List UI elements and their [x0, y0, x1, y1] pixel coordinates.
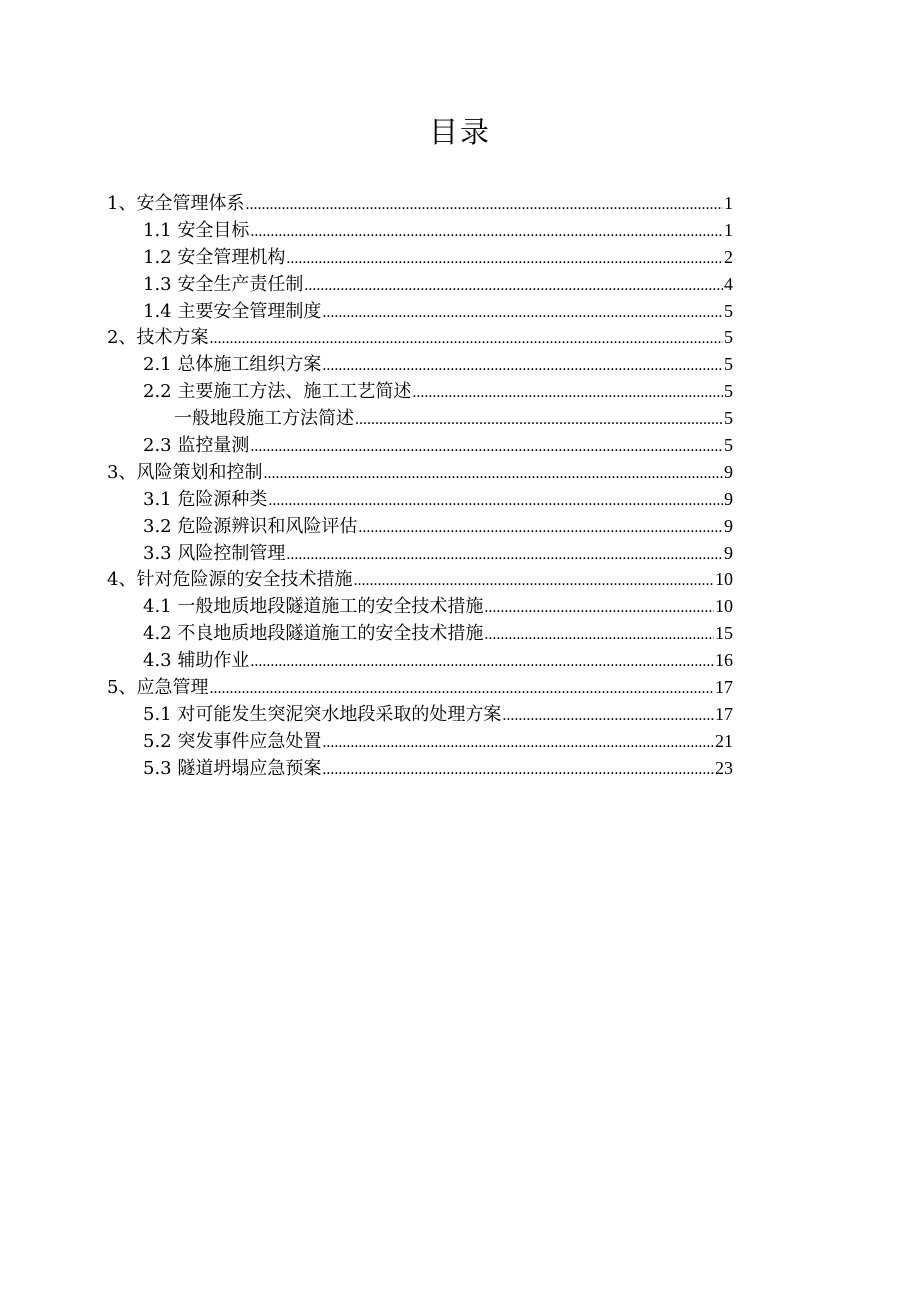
- toc-entry-page-number: 23: [715, 757, 733, 778]
- toc-dot-leader: [484, 622, 714, 649]
- toc-entry-page-number: 17: [715, 677, 733, 698]
- toc-entry-page-number: 15: [715, 623, 733, 644]
- toc-entry-page-number: 5: [724, 354, 733, 375]
- toc-dot-leader: [263, 461, 723, 488]
- toc-entry-title: 5.3 隧道坍塌应急预案: [143, 757, 322, 779]
- toc-dot-leader: [412, 380, 723, 407]
- toc-entry-page-number: 5: [724, 381, 733, 402]
- toc-entry[interactable]: [107, 378, 733, 405]
- toc-entry[interactable]: [107, 324, 733, 351]
- toc-entry[interactable]: [107, 459, 733, 486]
- toc-entry-title: 5.2 突发事件应急处置: [143, 730, 322, 752]
- toc-entry-page-number: 9: [724, 542, 733, 563]
- toc-entry-page-number: 10: [715, 569, 733, 590]
- toc-entry[interactable]: [107, 566, 733, 593]
- toc-entry[interactable]: [107, 298, 733, 325]
- toc-entry[interactable]: [107, 271, 733, 298]
- toc-entry-title: 2、技术方案: [107, 327, 209, 349]
- toc-entry[interactable]: [107, 513, 733, 540]
- toc-dot-leader: [209, 326, 723, 353]
- toc-dot-leader: [245, 192, 723, 219]
- toc-dot-leader: [286, 542, 723, 569]
- toc-entry-title: 1.3 安全生产责任制: [143, 273, 304, 295]
- toc-entry-page-number: 1: [724, 219, 733, 240]
- toc-dot-leader: [286, 246, 723, 273]
- toc-dot-leader: [250, 434, 723, 461]
- toc-dot-leader: [355, 407, 723, 434]
- toc-dot-leader: [322, 353, 723, 380]
- toc-entry[interactable]: [107, 701, 733, 728]
- toc-entry[interactable]: [107, 244, 733, 271]
- toc-dot-leader: [322, 757, 714, 784]
- toc-dot-leader: [484, 595, 714, 622]
- toc-dot-leader: [209, 676, 714, 703]
- toc-entry-title: 4.3 辅助作业: [143, 650, 250, 672]
- toc-dot-leader: [322, 300, 723, 327]
- toc-entry-page-number: 5: [724, 327, 733, 348]
- page-title: 目录: [428, 115, 491, 149]
- toc-entry-page-number: 10: [715, 596, 733, 617]
- toc-entry-page-number: 1: [724, 193, 733, 213]
- toc-entry-title: 5、应急管理: [107, 677, 209, 699]
- toc-entry[interactable]: [107, 486, 733, 513]
- toc-dot-leader: [268, 488, 723, 515]
- toc-entry[interactable]: [107, 647, 733, 674]
- toc-entry-page-number: 9: [724, 461, 733, 482]
- toc-entry-page-number: 2: [724, 246, 733, 267]
- toc-dot-leader: [250, 649, 714, 676]
- toc-entry-page-number: 9: [724, 488, 733, 509]
- toc-entry-title: 一般地段施工方法简述: [174, 408, 354, 430]
- toc-entry-title: 5.1 对可能发生突泥突水地段采取的处理方案: [143, 703, 502, 725]
- toc-entry-title: 1、安全管理体系: [107, 193, 245, 214]
- toc-entry-page-number: 16: [715, 650, 733, 671]
- toc-entry-title: 1.1 安全目标: [143, 219, 250, 241]
- toc-entry-title: 3.3 风险控制管理: [143, 542, 286, 564]
- toc-entry[interactable]: [107, 217, 733, 244]
- toc-dot-leader: [304, 273, 723, 300]
- toc-entry-title: 2.1 总体施工组织方案: [143, 354, 322, 376]
- toc-entry-page-number: 5: [724, 435, 733, 456]
- toc-entry[interactable]: [107, 674, 733, 701]
- toc-entry[interactable]: [107, 540, 733, 567]
- toc-entry[interactable]: [107, 755, 733, 782]
- toc-entry-title: 1.4 主要安全管理制度: [143, 300, 322, 322]
- toc-entry-page-number: 5: [724, 408, 733, 429]
- toc-entry-title: 3、风险策划和控制: [107, 461, 263, 483]
- toc-dot-leader: [358, 515, 723, 542]
- toc-entry-page-number: 17: [715, 703, 733, 724]
- toc-entry[interactable]: [107, 190, 733, 217]
- toc-entry[interactable]: [107, 728, 733, 755]
- toc-dot-leader: [353, 568, 714, 595]
- toc-entry[interactable]: [107, 351, 733, 378]
- toc-dot-leader: [322, 730, 714, 757]
- toc-entry-page-number: 9: [724, 515, 733, 536]
- toc-entry[interactable]: [107, 405, 733, 432]
- toc-entry[interactable]: [107, 432, 733, 459]
- toc-entry-page-number: 5: [724, 300, 733, 321]
- toc-entry-title: 3.1 危险源种类: [143, 488, 268, 510]
- toc-entry-title: 3.2 危险源辨识和风险评估: [143, 515, 358, 537]
- toc-entry-title: 2.3 监控量测: [143, 435, 250, 457]
- toc-entry-page-number: 4: [724, 273, 733, 294]
- toc-entry-page-number: 21: [715, 730, 733, 751]
- toc-entry[interactable]: [107, 593, 733, 620]
- toc-entry-title: 2.2 主要施工方法、施工工艺简述: [143, 381, 412, 403]
- toc-entry[interactable]: [107, 620, 733, 647]
- toc-entry-title: 4.1 一般地质地段隧道施工的安全技术措施: [143, 596, 484, 618]
- toc-dot-leader: [502, 703, 714, 730]
- toc-entry-title: 1.2 安全管理机构: [143, 246, 286, 268]
- toc-entry-title: 4.2 不良地质地段隧道施工的安全技术措施: [143, 623, 484, 645]
- toc-dot-leader: [250, 219, 723, 246]
- toc-entry-title: 4、针对危险源的安全技术措施: [107, 569, 353, 591]
- table-of-contents: [107, 190, 733, 782]
